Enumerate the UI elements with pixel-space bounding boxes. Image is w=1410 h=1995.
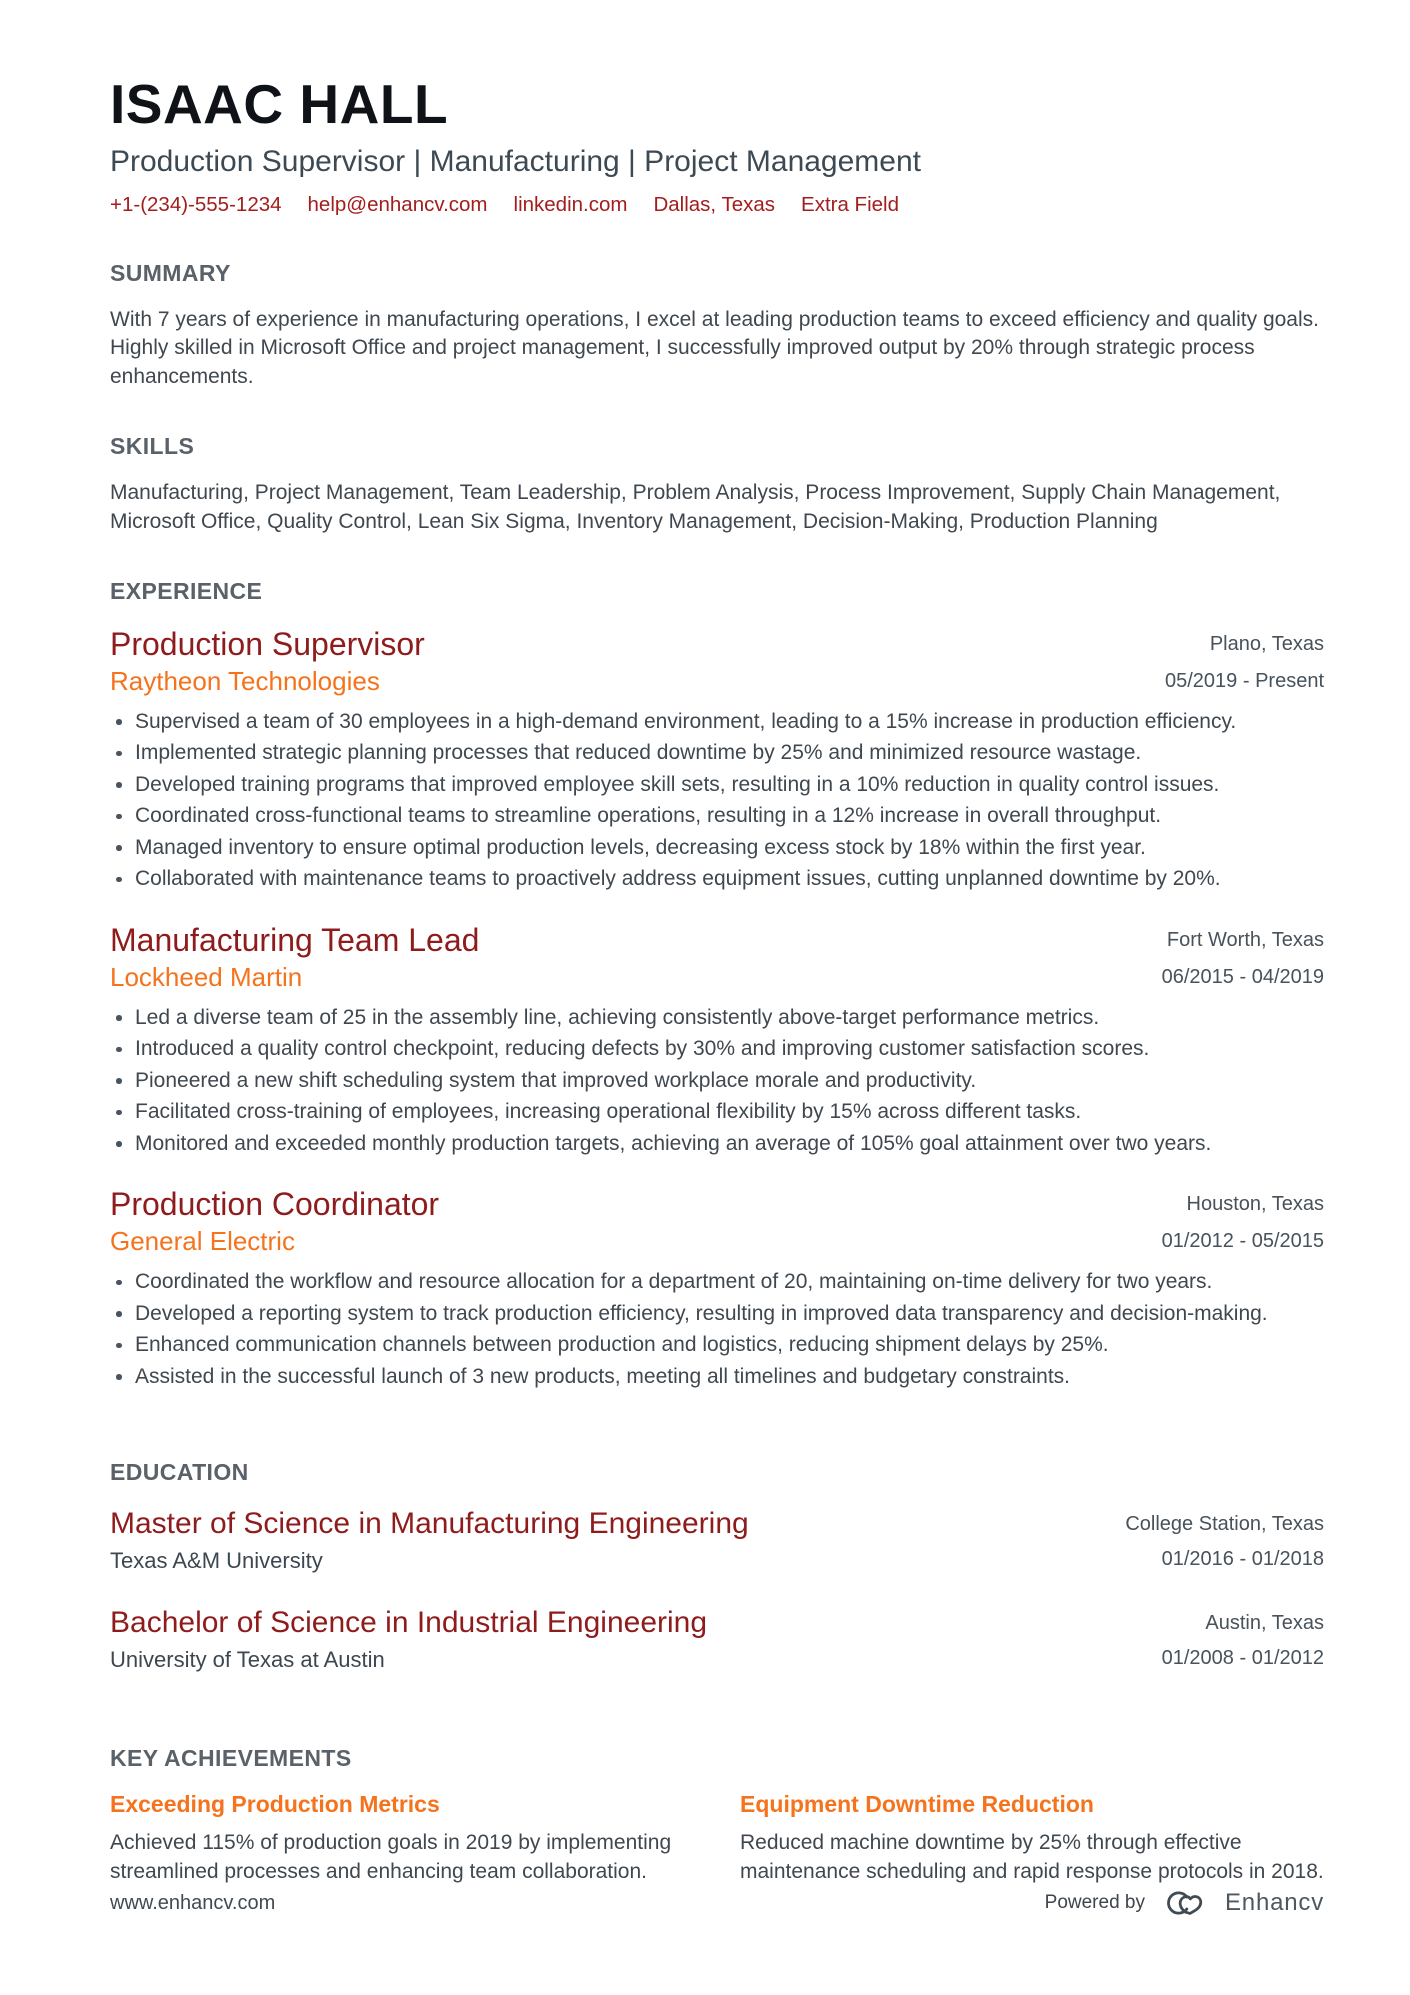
enhancv-brand-name: Enhancv — [1225, 1889, 1324, 1916]
job-title: Production Coordinator — [110, 1186, 440, 1223]
skills-section — [110, 391, 1324, 536]
job-entry — [110, 1184, 1324, 1391]
experience-section — [110, 536, 1324, 1417]
achievement-text: Achieved 115% of production goals in 2019 by implementing streamlined processes and enhancing team collaboration. — [110, 1831, 672, 1883]
job-header — [110, 920, 1324, 994]
achievement-text: Reduced machine downtime by 25% through effective maintenance scheduling and rapid response protocols in 2018. — [740, 1831, 1324, 1883]
enhancv-logo-icon — [1161, 1887, 1209, 1919]
skills-heading: SKILLS — [110, 433, 195, 460]
bullet-item: Implemented strategic planning processes that reduced downtime by 25% and minimized resource wastage. — [110, 739, 1324, 768]
job-company: General Electric — [110, 1226, 295, 1257]
achievements-grid — [110, 1790, 1324, 1886]
degree-location: College Station, Texas — [1125, 1512, 1324, 1535]
enhancv-url-link[interactable]: www.enhancv.com — [110, 1891, 276, 1914]
job-company: Raytheon Technologies — [110, 665, 380, 696]
degree-entry — [110, 1604, 1324, 1675]
achievement-title: Equipment Downtime Reduction — [740, 1791, 1094, 1818]
degree-title: Bachelor of Science in Industrial Engineering — [110, 1605, 708, 1639]
resume-header — [110, 73, 1324, 218]
candidate-name: ISAAC HALL — [110, 73, 449, 135]
experience-heading: EXPERIENCE — [110, 578, 263, 605]
summary-section — [110, 218, 1324, 391]
contact-phone: +1-(234)-555-1234 — [110, 192, 282, 216]
bullet-item: Coordinated cross-functional teams to streamline operations, resulting in a 12% increase in overall throughput. — [110, 802, 1324, 831]
contact-linkedin-link[interactable]: linkedin.com — [513, 192, 628, 216]
degree-school: University of Texas at Austin — [110, 1646, 385, 1672]
bullet-item: Monitored and exceeded monthly production targets, achieving an average of 105% goal attainment over two years. — [110, 1130, 1324, 1159]
summary-heading: SUMMARY — [110, 260, 231, 287]
job-dates: 01/2012 - 05/2015 — [1161, 1230, 1324, 1253]
bullet-item: Enhanced communication channels between production and logistics, reducing shipment delays by 25%. — [110, 1331, 1324, 1360]
achievements-section — [110, 1703, 1324, 1886]
candidate-headline: Production Supervisor | Manufacturing | Project Management — [110, 144, 921, 178]
bullet-item: Led a diverse team of 25 in the assembly line, achieving consistently above-target performance metrics. — [110, 1004, 1324, 1033]
job-entry — [110, 920, 1324, 1159]
job-header — [110, 624, 1324, 698]
degree-school: Texas A&M University — [110, 1547, 323, 1573]
achievement-item — [110, 1790, 694, 1886]
degree-title: Master of Science in Manufacturing Engineering — [110, 1506, 749, 1540]
job-company: Lockheed Martin — [110, 961, 303, 992]
contact-row — [110, 192, 1324, 219]
bullet-item: Facilitated cross-training of employees, increasing operational flexibility by 15% across different tasks. — [110, 1098, 1324, 1127]
degree-location: Austin, Texas — [1205, 1611, 1324, 1634]
job-bullets — [110, 1268, 1324, 1391]
degree-dates: 01/2008 - 01/2012 — [1161, 1647, 1324, 1670]
education-heading: EDUCATION — [110, 1459, 249, 1486]
bullet-item: Introduced a quality control checkpoint, reducing defects by 30% and improving customer satisfaction scores. — [110, 1035, 1324, 1064]
job-bullets — [110, 1004, 1324, 1159]
achievement-item — [740, 1790, 1324, 1886]
degree-dates: 01/2016 - 01/2018 — [1161, 1548, 1324, 1571]
job-title: Manufacturing Team Lead — [110, 921, 480, 958]
bullet-item: Developed a reporting system to track production efficiency, resulting in improved data transparency and decision-making. — [110, 1300, 1324, 1329]
job-dates: 06/2015 - 04/2019 — [1161, 965, 1324, 988]
bullet-item: Supervised a team of 30 employees in a high-demand environment, leading to a 15% increase in production efficiency. — [110, 708, 1324, 737]
powered-by-group[interactable] — [1045, 1887, 1324, 1919]
bullet-item: Managed inventory to ensure optimal production levels, decreasing excess stock by 18% within the first year. — [110, 834, 1324, 863]
powered-by-label: Powered by — [1044, 1892, 1145, 1913]
bullet-item: Pioneered a new shift scheduling system that improved workplace morale and productivity. — [110, 1067, 1324, 1096]
bullet-item: Developed training programs that improved employee skill sets, resulting in a 10% reduction in quality control issues. — [110, 771, 1324, 800]
job-location: Plano, Texas — [1209, 632, 1324, 655]
degree-entry — [110, 1505, 1324, 1576]
achievements-heading: KEY ACHIEVEMENTS — [110, 1744, 352, 1771]
page-footer — [110, 1887, 1324, 1995]
contact-email-link[interactable]: help@enhancv.com — [307, 192, 488, 216]
contact-location: Dallas, Texas — [653, 192, 776, 216]
bullet-item: Coordinated the workflow and resource allocation for a department of 20, maintaining on-time delivery for two years. — [110, 1268, 1324, 1297]
bullet-item: Assisted in the successful launch of 3 new products, meeting all timelines and budgetary constraints. — [110, 1363, 1324, 1392]
skills-text: Manufacturing, Project Management, Team Leadership, Problem Analysis, Process Improvement, Supply Chain Management, Microsoft Office, Quality Control, Lean Six Sigma, Inventory Management, Decision-Making, Production Planning — [110, 481, 1281, 533]
achievement-title: Exceeding Production Metrics — [110, 1791, 440, 1818]
education-section — [110, 1417, 1324, 1703]
job-dates: 05/2019 - Present — [1165, 669, 1324, 692]
summary-text: With 7 years of experience in manufacturing operations, I excel at leading production teams to exceed efficiency and quality goals. Highly skilled in Microsoft Office and project management, I successfully improved output by 20% through strategic process enhancements. — [110, 307, 1319, 388]
job-entry — [110, 624, 1324, 894]
job-location: Houston, Texas — [1186, 1193, 1324, 1216]
job-header — [110, 1184, 1324, 1258]
bullet-item: Collaborated with maintenance teams to proactively address equipment issues, cutting unplanned downtime by 20%. — [110, 865, 1324, 894]
contact-extra-field: Extra Field — [801, 192, 899, 216]
job-title: Production Supervisor — [110, 625, 425, 662]
job-bullets — [110, 708, 1324, 894]
job-location: Fort Worth, Texas — [1166, 928, 1324, 951]
